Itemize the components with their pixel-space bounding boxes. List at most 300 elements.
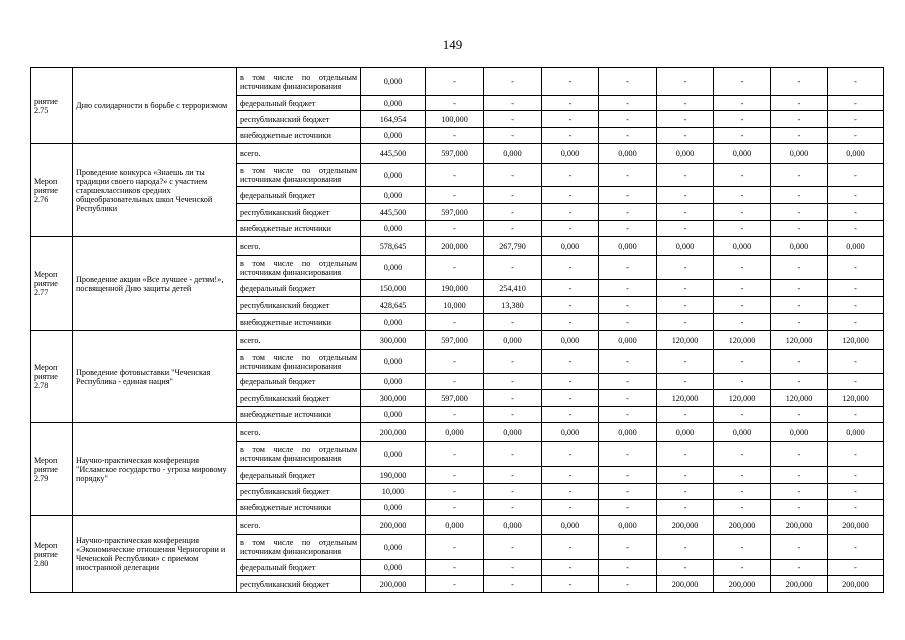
- value-cell: 120,000: [828, 331, 884, 350]
- value-cell: -: [599, 111, 657, 128]
- value-cell: 200,000: [361, 516, 426, 535]
- value-cell: 428,645: [361, 297, 426, 314]
- value-cell: -: [771, 164, 828, 187]
- activity-id-line: риятие: [34, 372, 58, 381]
- activity-id-line: 2.78: [34, 381, 49, 390]
- activity-name-cell: Научно-практическая конференция «Экономические отношения Черногории и Чеченской Республики» с приемом иностранной делегации: [73, 516, 237, 593]
- funding-source-cell: в том числе по отдельным источникам финансирования: [237, 68, 361, 96]
- funding-source-cell: федеральный бюджет: [237, 560, 361, 576]
- value-cell: 120,000: [714, 390, 771, 407]
- value-cell: -: [599, 187, 657, 204]
- value-cell: 0,000: [828, 237, 884, 256]
- value-cell: -: [771, 374, 828, 390]
- funding-source-cell: внебюджетные источники: [237, 221, 361, 237]
- value-cell: -: [657, 111, 714, 128]
- value-cell: 300,000: [361, 390, 426, 407]
- value-cell: -: [828, 500, 884, 516]
- value-cell: -: [657, 374, 714, 390]
- value-cell: -: [657, 484, 714, 500]
- funding-source-cell: федеральный бюджет: [237, 96, 361, 111]
- funding-source-cell: республиканский бюджет: [237, 390, 361, 407]
- value-cell: -: [714, 68, 771, 96]
- value-cell: -: [771, 484, 828, 500]
- value-cell: -: [657, 442, 714, 467]
- value-cell: 0,000: [542, 237, 599, 256]
- value-cell: -: [714, 314, 771, 331]
- value-cell: 597,000: [426, 390, 484, 407]
- value-cell: -: [542, 500, 599, 516]
- value-cell: -: [484, 204, 542, 221]
- value-cell: 200,000: [771, 576, 828, 593]
- funding-source-cell: всего.: [237, 516, 361, 535]
- value-cell: -: [484, 96, 542, 111]
- activity-id-cell: [31, 423, 73, 516]
- value-cell: 200,000: [361, 576, 426, 593]
- value-cell: -: [599, 350, 657, 374]
- value-cell: -: [484, 68, 542, 96]
- value-cell: -: [714, 350, 771, 374]
- value-cell: -: [657, 280, 714, 297]
- value-cell: -: [771, 280, 828, 297]
- value-cell: -: [828, 187, 884, 204]
- activity-id-cell: [31, 331, 73, 423]
- value-cell: -: [771, 204, 828, 221]
- value-cell: -: [542, 256, 599, 280]
- value-cell: 578,645: [361, 237, 426, 256]
- funding-source-cell: федеральный бюджет: [237, 374, 361, 390]
- value-cell: 120,000: [657, 390, 714, 407]
- value-cell: -: [828, 68, 884, 96]
- activity-id-line: Мероп: [34, 176, 58, 186]
- value-cell: 200,000: [657, 516, 714, 535]
- activity-name-cell: Проведение конкурса «Знаешь ли ты традиции своего народа?» с участием старшеклассников средних общеобразовательных школ Чеченской Республики: [73, 144, 237, 237]
- value-cell: 300,000: [361, 331, 426, 350]
- funding-source-cell: в том числе по отдельным источникам финансирования: [237, 164, 361, 187]
- value-cell: -: [599, 314, 657, 331]
- value-cell: -: [657, 535, 714, 560]
- value-cell: -: [828, 221, 884, 237]
- value-cell: 150,000: [361, 280, 426, 297]
- value-cell: 0,000: [771, 237, 828, 256]
- value-cell: -: [714, 111, 771, 128]
- value-cell: -: [771, 187, 828, 204]
- value-cell: -: [542, 68, 599, 96]
- value-cell: -: [542, 314, 599, 331]
- value-cell: -: [542, 484, 599, 500]
- value-cell: -: [714, 297, 771, 314]
- value-cell: -: [657, 221, 714, 237]
- value-cell: 10,000: [361, 484, 426, 500]
- value-cell: -: [599, 576, 657, 593]
- value-cell: 120,000: [828, 390, 884, 407]
- value-cell: -: [484, 350, 542, 374]
- value-cell: -: [657, 96, 714, 111]
- value-cell: -: [771, 467, 828, 484]
- value-cell: -: [426, 256, 484, 280]
- value-cell: -: [714, 280, 771, 297]
- value-cell: 445,500: [361, 204, 426, 221]
- value-cell: -: [484, 576, 542, 593]
- value-cell: -: [484, 256, 542, 280]
- value-cell: 200,000: [714, 516, 771, 535]
- value-cell: 190,000: [426, 280, 484, 297]
- value-cell: -: [599, 500, 657, 516]
- value-cell: -: [657, 500, 714, 516]
- value-cell: -: [657, 560, 714, 576]
- activity-id-line: риятие: [34, 279, 58, 288]
- value-cell: 0,000: [657, 144, 714, 164]
- value-cell: -: [771, 297, 828, 314]
- value-cell: 0,000: [542, 144, 599, 164]
- value-cell: 190,000: [361, 467, 426, 484]
- activity-id-cell: [31, 68, 73, 144]
- value-cell: -: [714, 484, 771, 500]
- funding-source-cell: федеральный бюджет: [237, 467, 361, 484]
- value-cell: 200,000: [714, 576, 771, 593]
- value-cell: 0,000: [542, 331, 599, 350]
- value-cell: -: [657, 467, 714, 484]
- value-cell: 200,000: [828, 576, 884, 593]
- value-cell: -: [542, 111, 599, 128]
- value-cell: -: [828, 484, 884, 500]
- value-cell: 0,000: [361, 535, 426, 560]
- value-cell: -: [426, 467, 484, 484]
- value-cell: 200,000: [771, 516, 828, 535]
- value-cell: 0,000: [361, 560, 426, 576]
- table-row: [31, 516, 884, 535]
- value-cell: 0,000: [828, 423, 884, 442]
- value-cell: -: [657, 314, 714, 331]
- funding-source-cell: внебюджетные источники: [237, 128, 361, 144]
- value-cell: -: [714, 467, 771, 484]
- value-cell: 0,000: [599, 144, 657, 164]
- table-row: [31, 68, 884, 96]
- value-cell: -: [714, 535, 771, 560]
- value-cell: -: [771, 314, 828, 331]
- value-cell: 0,000: [361, 187, 426, 204]
- value-cell: -: [484, 111, 542, 128]
- value-cell: -: [426, 407, 484, 423]
- value-cell: -: [828, 442, 884, 467]
- activity-id-line: Мероп: [34, 540, 58, 550]
- value-cell: -: [714, 128, 771, 144]
- value-cell: -: [599, 484, 657, 500]
- value-cell: -: [828, 111, 884, 128]
- activity-id-line: риятие: [34, 96, 58, 106]
- value-cell: 0,000: [361, 442, 426, 467]
- value-cell: -: [426, 442, 484, 467]
- value-cell: -: [542, 467, 599, 484]
- value-cell: -: [828, 374, 884, 390]
- value-cell: -: [771, 560, 828, 576]
- value-cell: 120,000: [714, 331, 771, 350]
- activity-id-line: Мероп: [34, 270, 58, 279]
- value-cell: 254,410: [484, 280, 542, 297]
- value-cell: -: [599, 407, 657, 423]
- value-cell: 597,000: [426, 144, 484, 164]
- value-cell: -: [484, 164, 542, 187]
- value-cell: -: [484, 128, 542, 144]
- value-cell: -: [771, 535, 828, 560]
- value-cell: -: [657, 164, 714, 187]
- value-cell: -: [426, 221, 484, 237]
- value-cell: -: [542, 96, 599, 111]
- activity-id-line: риятие: [34, 549, 58, 559]
- value-cell: -: [542, 280, 599, 297]
- value-cell: -: [426, 535, 484, 560]
- value-cell: -: [828, 256, 884, 280]
- value-cell: 0,000: [599, 516, 657, 535]
- value-cell: -: [542, 442, 599, 467]
- activity-id-cell: [31, 516, 73, 593]
- value-cell: 0,000: [361, 256, 426, 280]
- value-cell: 0,000: [484, 516, 542, 535]
- value-cell: -: [771, 500, 828, 516]
- value-cell: -: [657, 204, 714, 221]
- value-cell: 120,000: [771, 390, 828, 407]
- value-cell: -: [657, 187, 714, 204]
- value-cell: 0,000: [361, 68, 426, 96]
- funding-source-cell: всего.: [237, 423, 361, 442]
- value-cell: 0,000: [361, 164, 426, 187]
- value-cell: 0,000: [542, 423, 599, 442]
- value-cell: -: [484, 221, 542, 237]
- value-cell: -: [657, 297, 714, 314]
- value-cell: -: [426, 128, 484, 144]
- funding-source-cell: всего.: [237, 144, 361, 164]
- value-cell: -: [484, 442, 542, 467]
- funding-source-cell: в том числе по отдельным источникам финансирования: [237, 350, 361, 374]
- value-cell: -: [426, 500, 484, 516]
- value-cell: 0,000: [828, 144, 884, 164]
- value-cell: -: [542, 204, 599, 221]
- value-cell: 13,380: [484, 297, 542, 314]
- value-cell: -: [426, 484, 484, 500]
- value-cell: -: [771, 256, 828, 280]
- value-cell: -: [484, 407, 542, 423]
- funding-source-cell: внебюджетные источники: [237, 500, 361, 516]
- value-cell: -: [599, 442, 657, 467]
- value-cell: -: [599, 280, 657, 297]
- value-cell: -: [599, 68, 657, 96]
- value-cell: -: [542, 576, 599, 593]
- activity-id-line: риятие: [34, 464, 58, 474]
- value-cell: -: [599, 467, 657, 484]
- value-cell: -: [657, 256, 714, 280]
- value-cell: -: [542, 164, 599, 187]
- page-number: 149: [442, 37, 463, 52]
- budget-table-body: [31, 68, 884, 593]
- value-cell: 0,000: [714, 423, 771, 442]
- value-cell: 0,000: [361, 374, 426, 390]
- value-cell: 0,000: [484, 144, 542, 164]
- value-cell: -: [771, 128, 828, 144]
- value-cell: -: [426, 164, 484, 187]
- activity-id-line: Мероп: [34, 455, 58, 465]
- value-cell: -: [599, 204, 657, 221]
- value-cell: -: [542, 390, 599, 407]
- funding-source-cell: республиканский бюджет: [237, 111, 361, 128]
- value-cell: -: [771, 96, 828, 111]
- value-cell: 0,000: [714, 144, 771, 164]
- value-cell: -: [599, 128, 657, 144]
- value-cell: 0,000: [542, 516, 599, 535]
- value-cell: -: [426, 576, 484, 593]
- funding-source-cell: всего.: [237, 237, 361, 256]
- value-cell: -: [484, 467, 542, 484]
- value-cell: -: [599, 297, 657, 314]
- value-cell: 445,500: [361, 144, 426, 164]
- value-cell: -: [426, 187, 484, 204]
- funding-source-cell: всего.: [237, 331, 361, 350]
- table-row: [31, 331, 884, 350]
- funding-source-cell: в том числе по отдельным источникам финансирования: [237, 442, 361, 467]
- value-cell: 120,000: [657, 331, 714, 350]
- value-cell: 0,000: [771, 423, 828, 442]
- funding-source-cell: республиканский бюджет: [237, 576, 361, 593]
- value-cell: 0,000: [361, 350, 426, 374]
- value-cell: 267,790: [484, 237, 542, 256]
- value-cell: -: [828, 560, 884, 576]
- activity-name-cell: Проведение акции «Все лучшее - детям!», посвященной Дню защиты детей: [73, 237, 237, 331]
- value-cell: -: [828, 314, 884, 331]
- value-cell: 0,000: [361, 96, 426, 111]
- value-cell: -: [828, 96, 884, 111]
- value-cell: 0,000: [361, 407, 426, 423]
- value-cell: -: [771, 350, 828, 374]
- value-cell: -: [484, 314, 542, 331]
- table-row: [31, 144, 884, 164]
- value-cell: -: [542, 350, 599, 374]
- value-cell: -: [714, 187, 771, 204]
- funding-source-cell: республиканский бюджет: [237, 297, 361, 314]
- value-cell: -: [599, 221, 657, 237]
- value-cell: 0,000: [657, 423, 714, 442]
- value-cell: 0,000: [361, 221, 426, 237]
- value-cell: -: [657, 407, 714, 423]
- value-cell: -: [484, 560, 542, 576]
- activity-id-line: 2.76: [34, 194, 49, 204]
- value-cell: -: [771, 68, 828, 96]
- value-cell: -: [828, 204, 884, 221]
- activity-id-line: 2.80: [34, 558, 49, 568]
- value-cell: -: [714, 500, 771, 516]
- funding-source-cell: в том числе по отдельным источникам финансирования: [237, 535, 361, 560]
- value-cell: -: [828, 407, 884, 423]
- activity-id-line: Мероп: [34, 363, 58, 372]
- value-cell: -: [484, 390, 542, 407]
- value-cell: -: [828, 297, 884, 314]
- funding-source-cell: федеральный бюджет: [237, 187, 361, 204]
- value-cell: 200,000: [657, 576, 714, 593]
- value-cell: -: [426, 560, 484, 576]
- value-cell: 10,000: [426, 297, 484, 314]
- value-cell: -: [426, 314, 484, 331]
- value-cell: 200,000: [361, 423, 426, 442]
- value-cell: -: [484, 500, 542, 516]
- value-cell: -: [714, 256, 771, 280]
- value-cell: -: [542, 535, 599, 560]
- value-cell: -: [599, 256, 657, 280]
- value-cell: -: [657, 68, 714, 96]
- value-cell: -: [828, 164, 884, 187]
- value-cell: -: [828, 128, 884, 144]
- value-cell: -: [828, 280, 884, 297]
- value-cell: -: [771, 111, 828, 128]
- activity-id-cell: [31, 237, 73, 331]
- table-row: [31, 423, 884, 442]
- value-cell: 597,000: [426, 331, 484, 350]
- value-cell: -: [828, 350, 884, 374]
- funding-source-cell: в том числе по отдельным источникам финансирования: [237, 256, 361, 280]
- value-cell: -: [828, 535, 884, 560]
- value-cell: 0,000: [361, 500, 426, 516]
- value-cell: -: [426, 350, 484, 374]
- value-cell: 0,000: [714, 237, 771, 256]
- value-cell: 200,000: [828, 516, 884, 535]
- value-cell: -: [771, 407, 828, 423]
- value-cell: -: [542, 297, 599, 314]
- value-cell: -: [542, 221, 599, 237]
- activity-id-line: 2.79: [34, 473, 49, 483]
- value-cell: -: [828, 467, 884, 484]
- value-cell: 0,000: [657, 237, 714, 256]
- value-cell: 164,954: [361, 111, 426, 128]
- value-cell: -: [484, 187, 542, 204]
- activity-id-line: 2.77: [34, 288, 49, 297]
- value-cell: 0,000: [426, 516, 484, 535]
- value-cell: 0,000: [599, 423, 657, 442]
- funding-source-cell: внебюджетные источники: [237, 314, 361, 331]
- value-cell: 0,000: [771, 144, 828, 164]
- table-row: [31, 237, 884, 256]
- funding-source-cell: республиканский бюджет: [237, 484, 361, 500]
- value-cell: -: [771, 442, 828, 467]
- value-cell: -: [714, 204, 771, 221]
- value-cell: -: [599, 560, 657, 576]
- value-cell: -: [599, 374, 657, 390]
- value-cell: -: [542, 407, 599, 423]
- value-cell: -: [714, 221, 771, 237]
- value-cell: -: [484, 484, 542, 500]
- value-cell: -: [542, 187, 599, 204]
- budget-table: [30, 67, 884, 593]
- activity-id-line: 2.75: [34, 105, 49, 115]
- funding-source-cell: федеральный бюджет: [237, 280, 361, 297]
- value-cell: 0,000: [599, 237, 657, 256]
- value-cell: 100,000: [426, 111, 484, 128]
- value-cell: 120,000: [771, 331, 828, 350]
- value-cell: -: [657, 128, 714, 144]
- value-cell: 0,000: [361, 314, 426, 331]
- value-cell: -: [426, 374, 484, 390]
- value-cell: -: [714, 96, 771, 111]
- value-cell: -: [542, 128, 599, 144]
- activity-name-cell: Дню солидарности в борьбе с терроризмом: [73, 68, 237, 144]
- value-cell: -: [599, 390, 657, 407]
- value-cell: -: [714, 374, 771, 390]
- value-cell: -: [484, 374, 542, 390]
- value-cell: 0,000: [599, 331, 657, 350]
- value-cell: -: [714, 164, 771, 187]
- value-cell: 200,000: [426, 237, 484, 256]
- value-cell: -: [542, 374, 599, 390]
- value-cell: 0,000: [484, 423, 542, 442]
- value-cell: -: [599, 164, 657, 187]
- funding-source-cell: внебюджетные источники: [237, 407, 361, 423]
- activity-id-line: риятие: [34, 185, 58, 195]
- activity-name-cell: Проведение фотовыставки "Чеченская Республика - единая нация": [73, 331, 237, 423]
